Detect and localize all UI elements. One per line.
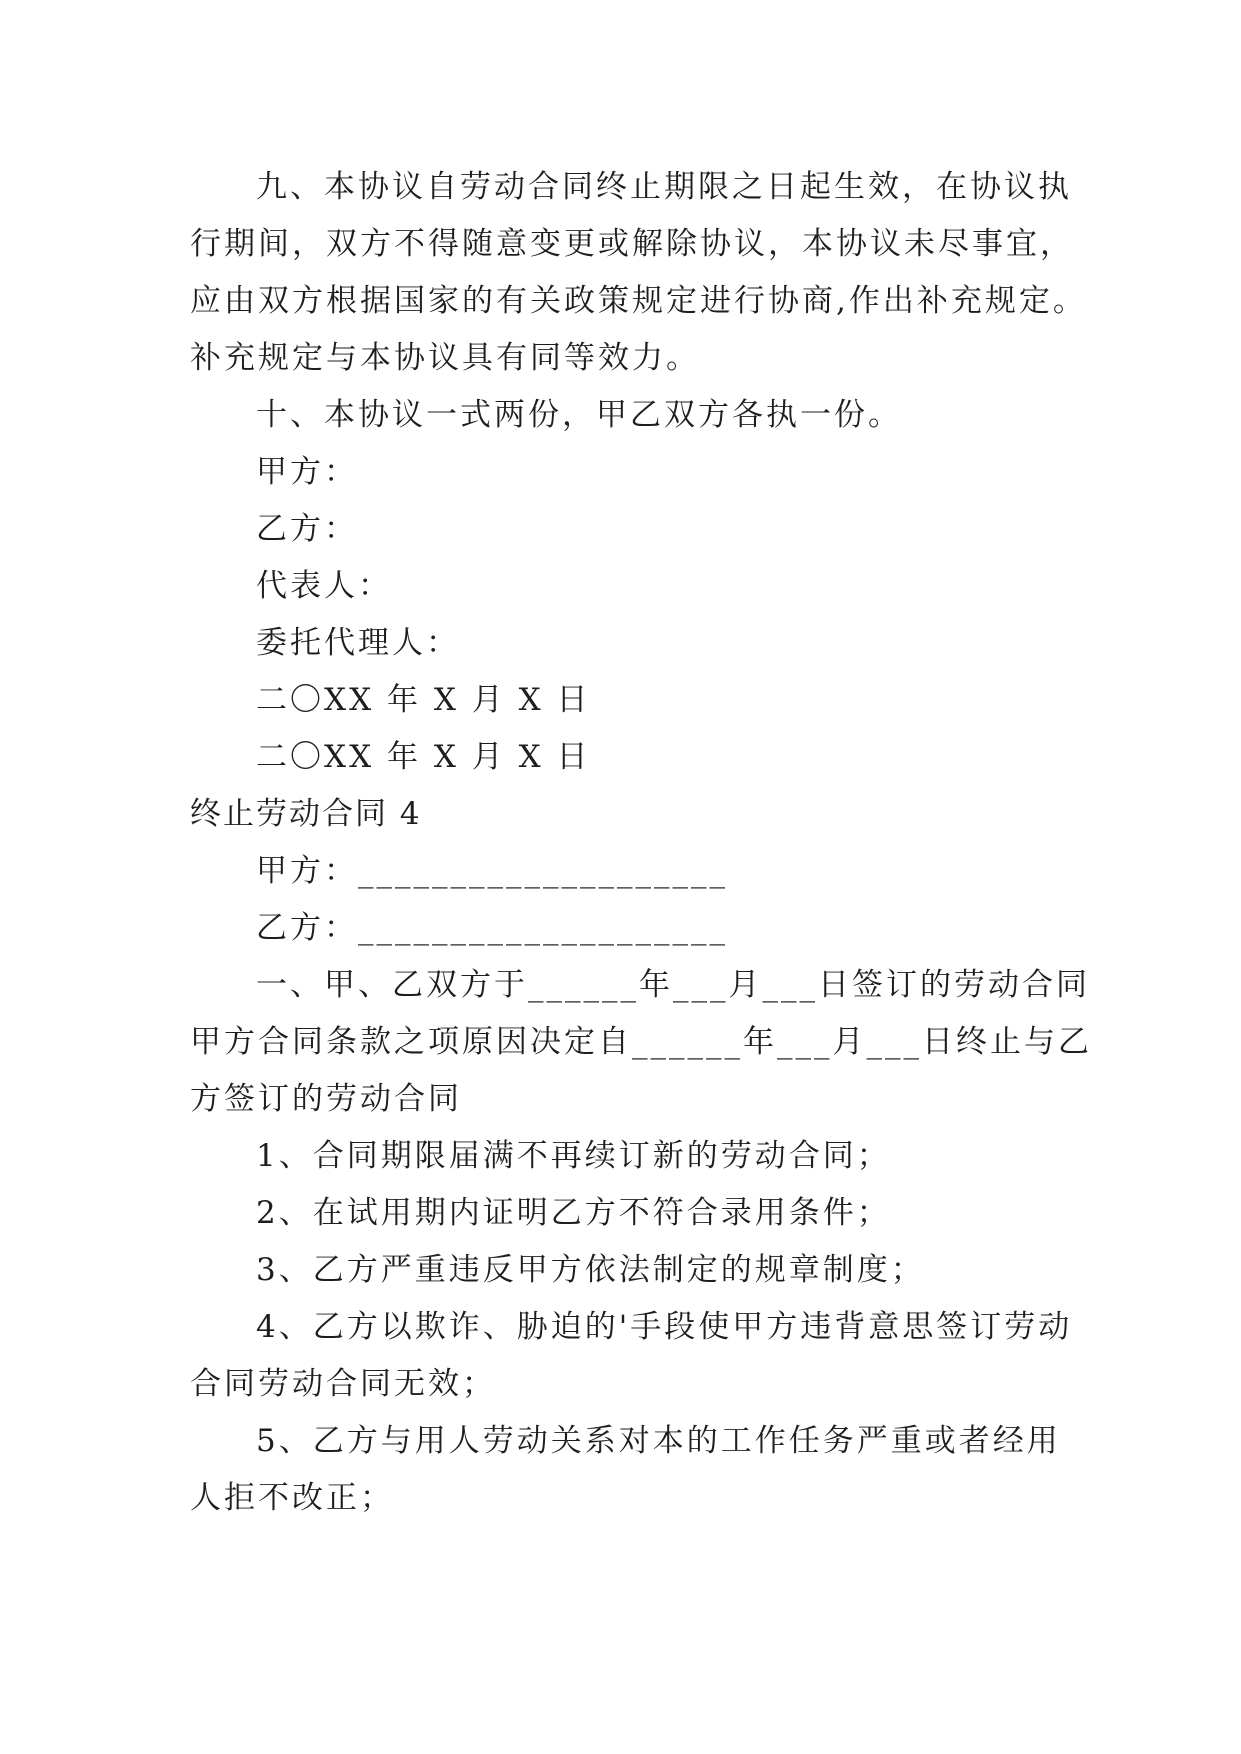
clause-1-line-1: 一、甲、乙双方于______年___月___日签订的劳动合同 — [256, 967, 1090, 1003]
party-a-blank: 甲方：____________________ — [256, 853, 728, 889]
reason-1: 1、合同期限届满不再续订新的劳动合同； — [256, 1138, 891, 1174]
reason-5-line-2: 人拒不改正； — [190, 1480, 394, 1516]
representative-label: 代表人： — [256, 568, 392, 604]
party-b-label: 乙方： — [256, 511, 358, 547]
clause-9-line-4: 补充规定与本协议具有同等效力。 — [190, 340, 700, 376]
agent-label: 委托代理人： — [256, 625, 460, 661]
party-b-blank: 乙方：____________________ — [256, 910, 728, 946]
party-a-label: 甲方： — [256, 454, 358, 490]
reason-3: 3、乙方严重违反甲方依法制定的规章制度； — [256, 1252, 925, 1288]
date-line-2: 二〇XX 年 X 月 X 日 — [256, 739, 591, 775]
reason-4-line-2: 合同劳动合同无效； — [190, 1366, 496, 1402]
clause-10: 十、本协议一式两份，甲乙双方各执一份。 — [256, 397, 902, 433]
clause-9-line-2: 行期间，双方不得随意变更或解除协议，本协议未尽事宜， — [190, 226, 1074, 262]
section-title: 终止劳动合同 4 — [190, 796, 422, 832]
clause-1-line-3: 方签订的劳动合同 — [190, 1081, 462, 1117]
clause-9-line-1: 九、本协议自劳动合同终止期限之日起生效，在协议执 — [256, 169, 1072, 205]
clause-1-line-2: 甲方合同条款之项原因决定自______年___月___日终止与乙 — [190, 1024, 1092, 1060]
reason-4-line-1: 4、乙方以欺诈、胁迫的'手段使甲方违背意思签订劳动 — [256, 1309, 1073, 1345]
clause-9-line-3: 应由双方根据国家的有关政策规定进行协商,作出补充规定。 — [190, 283, 1087, 319]
date-line-1: 二〇XX 年 X 月 X 日 — [256, 682, 591, 718]
reason-5-line-1: 5、乙方与用人劳动关系对本的工作任务严重或者经用 — [256, 1423, 1061, 1459]
reason-2: 2、在试用期内证明乙方不符合录用条件； — [256, 1195, 891, 1231]
